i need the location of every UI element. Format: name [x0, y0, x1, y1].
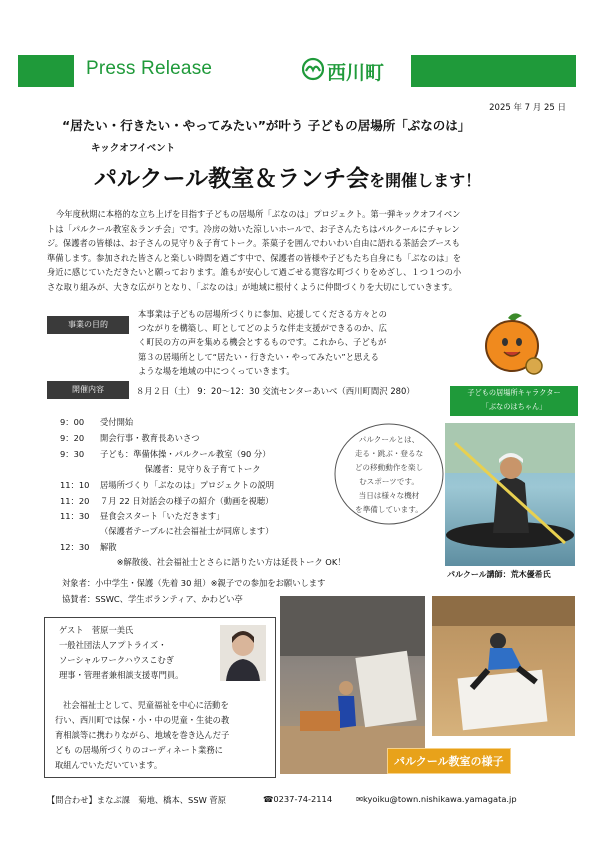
character-caption-line: 「ぶなのはちゃん」 [481, 402, 547, 411]
schedule-time: 9：30 [60, 449, 85, 459]
purpose-line: く町民の方の声を集める機会とするものです。これから、子どもが [138, 337, 387, 348]
character-caption [450, 386, 578, 416]
guest-bio-line: 取組んでいただいています。 [55, 760, 163, 770]
header-left-bar [18, 55, 74, 87]
instructor-caption: パルクール講師：荒木優希氏 [447, 570, 551, 579]
guest-box [44, 617, 276, 778]
guest-bio-line: 育相談等に携わりながら、地域を巻き込んだ子 [55, 730, 230, 740]
footer-email: ✉kyoiku@town.nishikawa.yamagata.jp [356, 794, 517, 804]
details-label: 開催内容 [47, 381, 129, 399]
guest-org [59, 638, 183, 683]
schedule-time: 11：30 [60, 511, 90, 521]
bubble-line: 当日は様々な機材 [358, 491, 420, 500]
schedule-text: ７月 22 日対話会の様子の紹介（動画を視聴） [100, 496, 274, 506]
guest-bio-line: 行い、西川町では保・小・中の児童・生徒の教 [55, 715, 230, 725]
schedule-text: 居場所づくり「ぶなのは」プロジェクトの説明 [100, 480, 275, 490]
jump-scene-illustration [432, 596, 575, 736]
intro-line: さな取り組みが、大きな広がりとなり、「ぶなのは」が地域に根付くように仲間づくりを大切にしていきます。 [47, 281, 458, 292]
schedule-time: 11：20 [60, 496, 90, 506]
main-title-small: を開催します！ [369, 171, 482, 190]
target-text: 対象者：小中学生・保護（先着 30 組）※親子での参加をお願いします [62, 578, 326, 588]
parkour-photo-label: パルクール教室の様子 [387, 748, 511, 774]
schedule-row [60, 448, 271, 460]
cooperation-text: 協賛者：SSWC、学生ボランティア、かわどい亭 [62, 594, 243, 604]
title-line-1: “居たい・行きたい・やってみたい”が叶う 子どもの居場所「ぶなのは」 [62, 118, 471, 133]
bunanoha-character-icon [478, 308, 550, 380]
intro-line: トは「パルクール教室＆ランチ会」です。冷房の効いた涼しいホールで、お子さんたちはパルクールにチャレン [47, 223, 460, 234]
bubble-line: 走る・跳ぶ・登るな [354, 449, 424, 458]
title-line-2: キックオフイベント [91, 143, 176, 154]
schedule-time: 11：10 [60, 480, 90, 490]
kayaker-illustration [445, 423, 575, 566]
main-title [94, 160, 481, 193]
guest-bio-line: ども の居場所づくりのコーディネート業務に [55, 745, 223, 755]
schedule-row [60, 541, 117, 553]
guest-org-line: 一般社団法人アプトライズ・ [59, 640, 167, 650]
character-illustration [478, 308, 550, 380]
schedule-row [60, 556, 346, 568]
bubble-text [341, 433, 437, 517]
main-title-big: パルクール教室＆ランチ会 [94, 166, 370, 192]
intro-line: ジ。保護者の皆様は、お子さんの見守り＆子育てトーク。茶菓子を囲んでわいわい自由に語れる茶話会ブースも [47, 238, 461, 249]
schedule-row [60, 416, 133, 428]
schedule-row [60, 495, 273, 507]
schedule-row [60, 432, 200, 444]
schedule-text: （保護者テーブルに社会福祉士が同席します） [100, 526, 274, 536]
purpose-line: ような場を地域の中につくっていきます。 [138, 365, 295, 376]
guest-bio [55, 698, 229, 773]
schedule-text: 解散 [100, 542, 117, 552]
intro-line: 今年度秋期に本格的な立ち上げを目指す子どもの居場所「ぶなのは」プロジェクト。第一弾キックオフイベン [56, 209, 461, 219]
schedule-text: ※解散後、社会福祉士とさらに語りたい方は延長トーク OK！ [100, 557, 346, 567]
bubble-line: どの移動動作を楽し [354, 463, 424, 472]
header-right-bar [411, 55, 576, 87]
details-text: ８月２日（土） 9：20～12：30 交流センターあいべ（西川町間沢 280） [136, 386, 415, 396]
footer-contact: 【問合わせ】まなぶ課 菊地、橋本、SSW 菅原 [47, 795, 227, 805]
bubble-line: を準備しています。 [355, 505, 423, 514]
town-logo [302, 57, 324, 83]
town-emblem-icon [302, 57, 324, 83]
footer-phone: ☎0237-74-2114 [263, 794, 333, 804]
schedule-time: 9：00 [60, 417, 85, 427]
guest-org-line: ソーシャルワークハウスこむぎ [59, 655, 175, 665]
intro-line: 身近に感じていただきたいと願っております。誰もが安心して過ごせる寛容な町づくりをめざし、１つ１つの小 [47, 267, 462, 278]
guest-portrait-icon [220, 625, 266, 681]
schedule-time: 12：30 [60, 542, 90, 552]
press-release-title: Press Release [86, 58, 213, 79]
release-date: 2025 年 7 月 25 日 [489, 103, 566, 113]
schedule-text: 子ども：準備体操・パルクール教室（90 分） [100, 449, 271, 459]
purpose-text [138, 307, 387, 378]
purpose-label: 事業の目的 [47, 316, 129, 334]
schedule-row [60, 463, 261, 475]
bubble-line: パルクールとは、 [358, 435, 420, 444]
parkour-speech-bubble [333, 420, 445, 532]
guest-name: ゲスト 菅原一美氏 [59, 625, 134, 635]
character-caption-line: 子どもの居場所キャラクター [467, 388, 561, 397]
guest-photo [220, 625, 266, 681]
purpose-line: 第３の居場所として“居たい・行きたい・やってみたい”と思える [138, 351, 379, 362]
schedule-text: 受付開始 [100, 417, 134, 427]
schedule-time: 9：20 [60, 433, 85, 443]
schedule-text: 昼食会スタート「いただきます」 [100, 511, 225, 521]
town-name: 西川町 [327, 62, 385, 84]
intro-paragraph [47, 207, 567, 295]
schedule-row [60, 510, 224, 522]
bubble-line: むスポーツです。 [359, 477, 419, 486]
parkour-photo-jump [432, 596, 575, 736]
schedule-text: 開会行事・教育長あいさつ [100, 433, 200, 443]
instructor-photo [445, 423, 575, 566]
schedule-text: 保護者：見守り＆子育てトーク [128, 464, 261, 474]
schedule-row [60, 479, 274, 491]
purpose-line: つながりを構築し、町としてどのような伴走支援ができるのか、広 [138, 323, 387, 334]
guest-org-line: 理事・管理者兼相談支援専門員。 [59, 670, 184, 680]
guest-bio-line: 社会福祉士として、児童福祉を中心に活動を [63, 700, 229, 710]
purpose-line: 本事業は子どもの居場所づくりに参加、応援してくださる方々との [138, 309, 387, 319]
intro-line: 準備します。参加された皆さんと楽しい時間を過ごす中で、保護者の皆様や子どもたち自身にも「ぶなのは」を [47, 252, 462, 263]
schedule-row [60, 525, 274, 537]
